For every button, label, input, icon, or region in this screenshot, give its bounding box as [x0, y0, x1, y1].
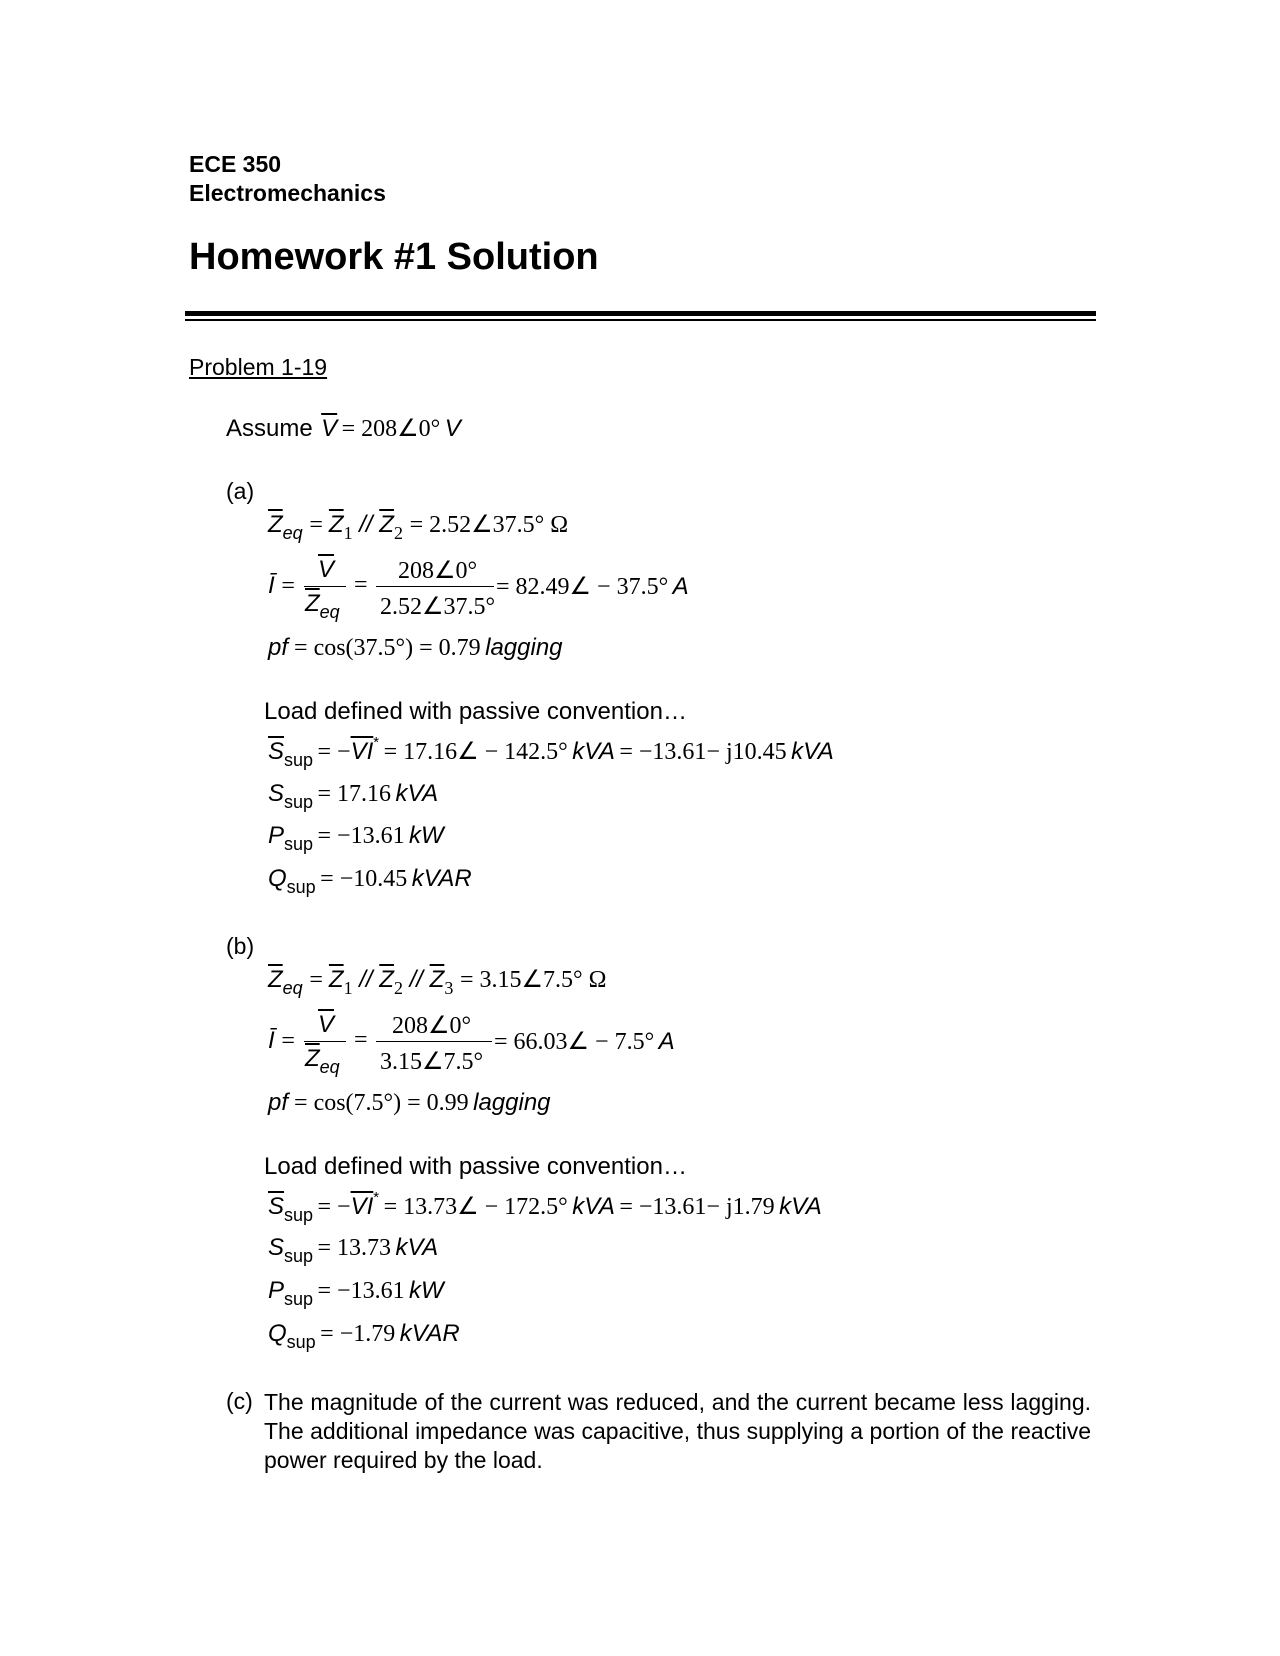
- a-q-line: Qsup = −10.45 kVAR: [268, 865, 472, 897]
- b-v-numer: $\overline{V}$: [318, 1011, 335, 1038]
- b-zeq-value: = 3.15∠7.5° Ω: [459, 967, 607, 993]
- b-p: = −13.61: [317, 1278, 405, 1304]
- a-s-mag-line: Ssup = 17.16 kVA: [268, 780, 439, 812]
- part-c-text: The magnitude of the current was reduced, and the current became less lagging. The additional impedance was capacitive, thus supplying a portion of the reactive power required by the load.: [264, 1389, 1091, 1473]
- a-zeq-eq: $\overline{Z}_{eq} = \overline{Z}_1 // \overline{Z}_2$ = 2.52∠37.5° Ω: [268, 511, 569, 543]
- a-i-num: 208∠0°: [398, 558, 478, 584]
- v-symbol: $\overline{V}$: [321, 415, 338, 442]
- b-s-rect: = −13.61− j1.79: [619, 1194, 775, 1220]
- part-a-label: (a): [226, 478, 255, 504]
- a-zeq-denom: $\overline{Z}eq$: [305, 590, 340, 622]
- a-s-mag: = 17.16: [317, 781, 392, 807]
- a-p: = −13.61: [317, 823, 405, 849]
- b-s-complex-line: $\overline{S}sup = -\overline{VI}*$ = 13.73∠ − 172.5° kVA = −13.61− j1.79 kVA: [268, 1189, 822, 1225]
- b-frac-line-1: [304, 1041, 346, 1042]
- b-p-line: Psup = −13.61 kW: [268, 1277, 444, 1309]
- part-b-label: (b): [226, 933, 255, 959]
- b-zeq-denom: $\overline{Z}eq$: [305, 1045, 340, 1077]
- b-s-mag: = 13.73: [317, 1235, 392, 1261]
- b-pf-value: cos(7.5°) = 0.99: [313, 1090, 469, 1116]
- course-code: ECE 350: [189, 151, 282, 177]
- a-zeq-value: = 2.52∠37.5° Ω: [409, 512, 569, 538]
- a-q: = −10.45: [320, 866, 408, 892]
- b-pf-line: pf = cos(7.5°) = 0.99 lagging: [268, 1089, 551, 1116]
- a-s-rect: = −13.61− j10.45: [619, 739, 787, 765]
- b-i-result: = 66.03∠ − 7.5°: [494, 1029, 655, 1055]
- a-s-complex-line: $\overline{S}sup = -\overline{VI}*$ = 17.16∠ − 142.5° kVA = −13.61− j10.45 kVA: [268, 734, 834, 770]
- b-q-line: Qsup = −1.79 kVAR: [268, 1320, 460, 1352]
- page-title: Homework #1 Solution: [189, 236, 599, 278]
- a-v-numer: $\overline{V}$: [318, 556, 335, 583]
- b-q: = −1.79: [320, 1321, 396, 1347]
- assume-label: Assume: [226, 415, 313, 442]
- a-frac-line-1: [304, 586, 346, 587]
- a-i-symbol: Ī =: [268, 572, 295, 599]
- b-i-den: 3.15∠7.5°: [380, 1049, 484, 1075]
- title-rule-thin: [185, 319, 1096, 321]
- a-s-complex: = 17.16∠ − 142.5°: [383, 739, 568, 765]
- assume-value: = 208∠0°: [341, 416, 441, 442]
- a-i-result: = 82.49∠ − 37.5°: [496, 574, 669, 600]
- course-name: Electromechanics: [189, 180, 386, 206]
- b-i-symbol: Ī =: [268, 1027, 295, 1054]
- title-rule-thick: [185, 311, 1096, 316]
- part-c-label: (c): [226, 1388, 253, 1414]
- b-i-result-line: = 66.03∠ − 7.5° A: [494, 1028, 675, 1055]
- a-eq-mid: =: [354, 572, 368, 598]
- b-pf-word: lagging: [473, 1089, 551, 1116]
- a-i-result-line: = 82.49∠ − 37.5° A: [496, 573, 689, 600]
- b-zeq-eq: $\overline{Z}_{eq} = \overline{Z}_1 // \overline{Z}_2 // \overline{Z}_3$ = 3.15∠7.5° Ω: [268, 966, 607, 998]
- a-pf-word: lagging: [485, 634, 563, 661]
- b-eq-mid: =: [354, 1027, 368, 1053]
- a-p-line: Psup = −13.61 kW: [268, 822, 444, 854]
- b-load-text: Load defined with passive convention…: [264, 1153, 687, 1180]
- a-pf-line: pf = cos(37.5°) = 0.79 lagging: [268, 634, 563, 661]
- a-load-text: Load defined with passive convention…: [264, 698, 687, 725]
- a-pf-value: cos(37.5°) = 0.79: [313, 635, 481, 661]
- a-frac-line-2: [376, 586, 494, 587]
- b-s-complex: = 13.73∠ − 172.5°: [383, 1194, 568, 1220]
- assume-unit: V: [444, 415, 461, 442]
- b-s-mag-line: Ssup = 13.73 kVA: [268, 1234, 439, 1266]
- a-i-den: 2.52∠37.5°: [380, 594, 496, 620]
- b-i-num: 208∠0°: [392, 1013, 472, 1039]
- b-frac-line-2: [376, 1041, 492, 1042]
- problem-heading: Problem 1-19: [189, 354, 328, 380]
- assume-line: [226, 414, 461, 443]
